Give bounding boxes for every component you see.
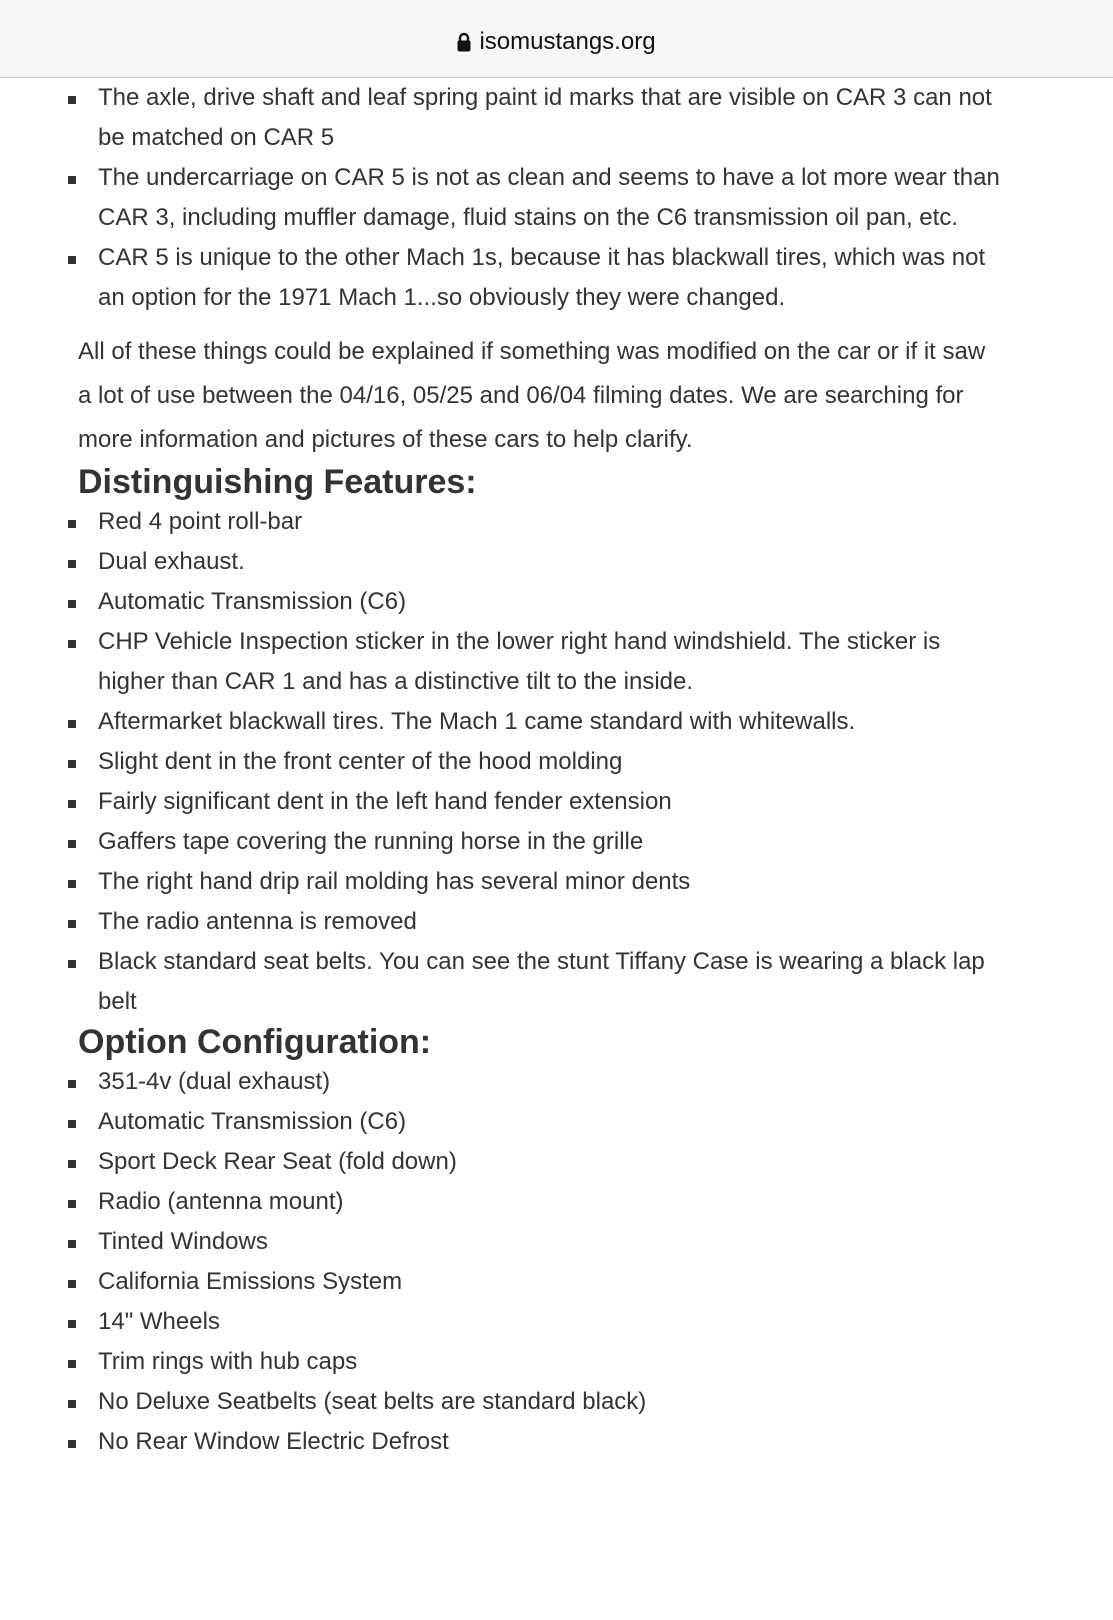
list-item: The axle, drive shaft and leaf spring paint id marks that are visible on CAR 3 can not be matched on CAR 5: [0, 78, 1113, 158]
list-item: The undercarriage on CAR 5 is not as clean and seems to have a lot more wear than CAR 3, including muffler damage, fluid stains on the C6 transmission oil pan, etc.: [0, 158, 1113, 238]
lock-icon: [457, 32, 471, 52]
list-item: Aftermarket blackwall tires. The Mach 1 came standard with whitewalls.: [0, 702, 1113, 742]
page-content: [0, 78, 1113, 1462]
browser-address-bar[interactable]: [0, 0, 1113, 78]
options-list: [0, 1062, 1113, 1462]
list-item: California Emissions System: [0, 1262, 1113, 1302]
list-item: CHP Vehicle Inspection sticker in the lower right hand windshield. The sticker is higher than CAR 1 and has a distinctive tilt to the inside.: [0, 622, 1113, 702]
list-item: Radio (antenna mount): [0, 1182, 1113, 1222]
features-list: [0, 502, 1113, 1022]
list-item: Fairly significant dent in the left hand fender extension: [0, 782, 1113, 822]
list-item: No Deluxe Seatbelts (seat belts are standard black): [0, 1382, 1113, 1422]
list-item: Automatic Transmission (C6): [0, 582, 1113, 622]
list-item: The radio antenna is removed: [0, 902, 1113, 942]
list-item: Dual exhaust.: [0, 542, 1113, 582]
list-item: Automatic Transmission (C6): [0, 1102, 1113, 1142]
top-bullet-list: [0, 78, 1113, 318]
list-item: Tinted Windows: [0, 1222, 1113, 1262]
list-item: No Rear Window Electric Defrost: [0, 1422, 1113, 1462]
list-item: The right hand drip rail molding has several minor dents: [0, 862, 1113, 902]
url-display[interactable]: [457, 28, 655, 56]
list-item: Slight dent in the front center of the hood molding: [0, 742, 1113, 782]
list-item: Trim rings with hub caps: [0, 1342, 1113, 1382]
list-item: 14" Wheels: [0, 1302, 1113, 1342]
list-item: Red 4 point roll-bar: [0, 502, 1113, 542]
features-heading: Distinguishing Features:: [78, 463, 477, 501]
list-item: 351-4v (dual exhaust): [0, 1062, 1113, 1102]
body-paragraph: All of these things could be explained if something was modified on the car or if it saw a lot of use between the 04/16, 05/25 and 06/04 filming dates. We are searching for more information and pictures of these cars to help clarify.: [78, 338, 986, 453]
options-heading: Option Configuration:: [78, 1023, 432, 1061]
url-text: isomustangs.org: [479, 27, 656, 55]
list-item: Sport Deck Rear Seat (fold down): [0, 1142, 1113, 1182]
list-item: Black standard seat belts. You can see the stunt Tiffany Case is wearing a black lap belt: [0, 942, 1113, 1022]
list-item: CAR 5 is unique to the other Mach 1s, because it has blackwall tires, which was not an option for the 1971 Mach 1...so obviously they were changed.: [0, 238, 1113, 318]
list-item: Gaffers tape covering the running horse in the grille: [0, 822, 1113, 862]
